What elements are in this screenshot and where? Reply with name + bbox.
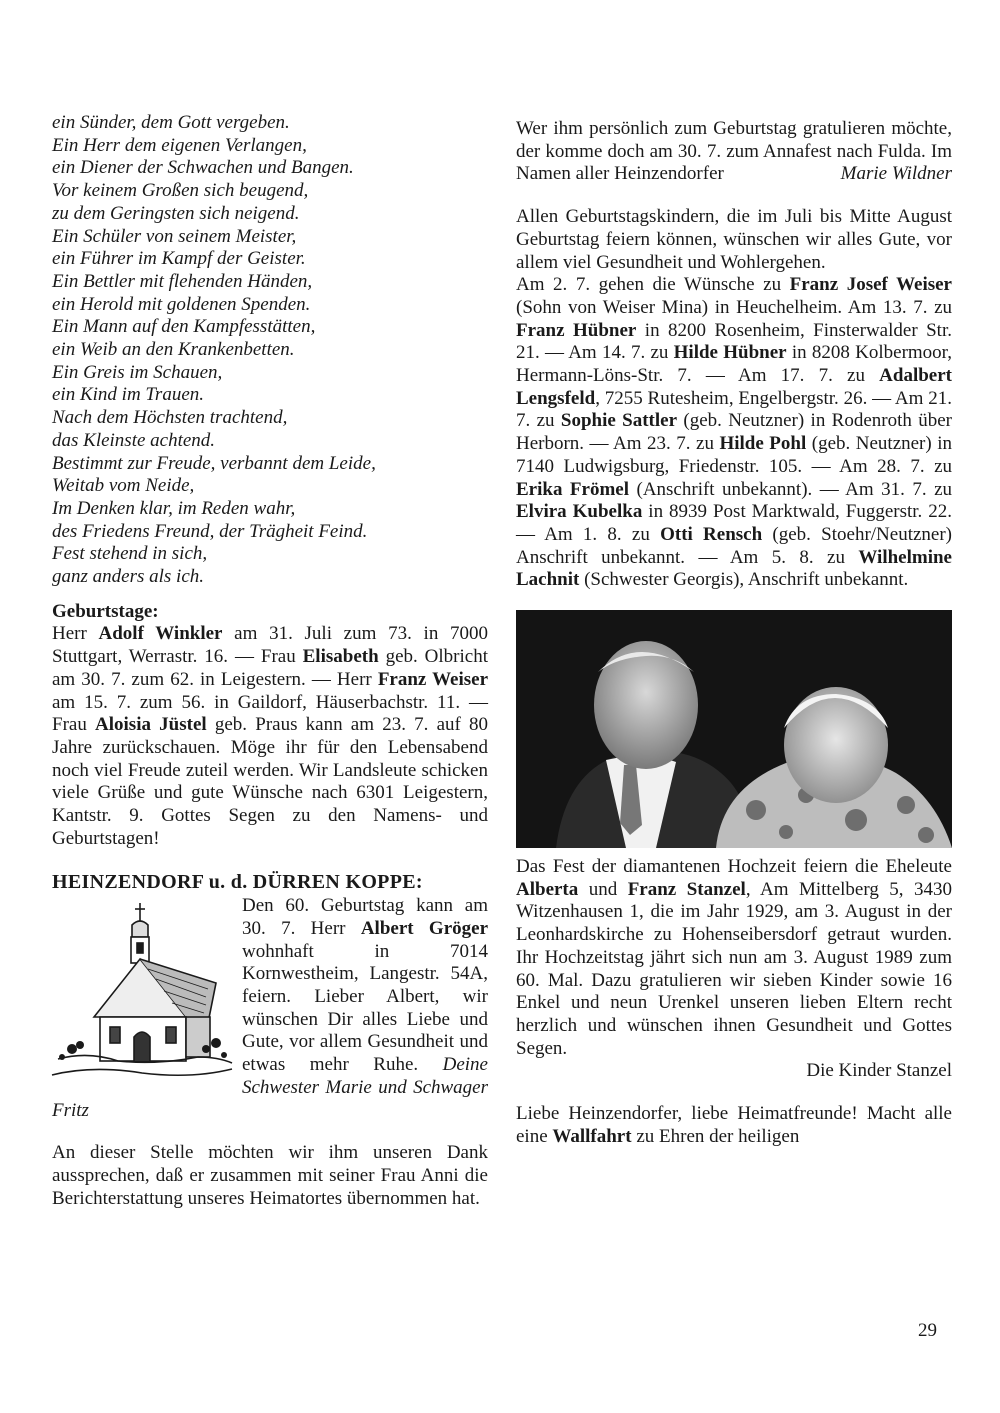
left-column: [52, 112, 488, 1210]
poem-line: Fest stehend in sich,: [52, 543, 208, 565]
name-elisabeth: Elisabeth: [302, 646, 379, 668]
wishes-text: (Sohn von Weiser Mina) in Heuchelheim. Am 13. 7. zu: [516, 296, 952, 318]
closing-text: zu Ehren der heiligen: [631, 1125, 800, 1147]
poem-line: Ein Schüler von seinem Meister,: [52, 225, 297, 247]
caption-signature: Die Kinder Stanzel: [806, 1060, 952, 1082]
heinzendorf-heading: HEINZENDORF u. d. DÜRREN KOPPE:: [52, 870, 423, 893]
page-number: 29: [918, 1320, 937, 1341]
poem-line: Vor keinem Großen sich beugend,: [52, 180, 309, 202]
poem-line: Bestimmt zur Freude, verbannt dem Leide,: [52, 452, 376, 474]
birthday-name: Hilde Hübner: [673, 342, 787, 364]
wishes-text: , 7255 Rutesheim, Engelbergstr. 26. — Am 21. 7. zu: [516, 387, 952, 432]
name-weiser: Franz Weiser: [377, 668, 488, 690]
birthday-name: Hilde Pohl: [719, 433, 807, 455]
wishes-text: in 8200 Rosenheim, Finsterwalder Str. 21. — Am 14. 7. zu: [516, 319, 952, 364]
name-alberta: Alberta: [516, 878, 579, 900]
closing-text: Liebe Heinzendorfer, liebe Heimatfreunde! Macht alle eine: [516, 1103, 952, 1147]
caption-text: Das Fest der diamantenen Hochzeit feiern die Eheleute: [516, 856, 952, 878]
chapel-illustration: [48, 899, 236, 1089]
birthday-name: Franz Hübner: [516, 319, 637, 341]
poem-line: ein Herold mit goldenen Spenden.: [52, 293, 311, 315]
caption-text: und: [578, 878, 628, 900]
poem-line: ganz anders als ich.: [52, 566, 204, 588]
caption-text: , Am Mittelberg 5, 3430 Witzenhausen 1, die im Jahr 1929, am 3. August in der Leonhardskirche zu Hohenseibersdorf getraut wurden. Ihr Hochzeitstag jährt sich nun am 3. August 1989 zum 60. Mal. Dazu gratulieren wir sieben Kinder sowie 16 Enkel und neun Urenkel unseren lieben Eltern recht herzlich und wünschen ihnen Gesundheit und Gottes Segen.: [516, 878, 953, 1059]
poem-line: Ein Herr dem eigenen Verlangen,: [52, 134, 307, 156]
birthdays-section: [52, 601, 488, 851]
name-stanzel: Franz Stanzel: [627, 878, 746, 900]
poem-line: ein Sünder, dem Gott vergeben.: [52, 112, 290, 133]
birthday-name: Otti Rensch: [660, 523, 763, 545]
poem-line: ein Kind im Trauen.: [52, 384, 205, 406]
wishes-list: [516, 274, 952, 592]
birthday-name: Adalbert Lengsfeld: [516, 365, 952, 409]
heinzendorf-paragraph: [52, 895, 488, 1122]
poem-line: Ein Greis im Schauen,: [52, 361, 223, 383]
poem-line: Im Denken klar, im Reden wahr,: [52, 497, 296, 519]
chapel-icon: [48, 899, 236, 1089]
birthday-name: Wilhelmine Lachnit: [516, 546, 952, 591]
heinzendorf-text: Den 60. Geburtstag kann am 30. 7. Herr: [242, 895, 488, 939]
name-groeger: Albert Gröger: [360, 917, 489, 939]
poem-line: Ein Mann auf den Kampfesstätten,: [52, 316, 316, 338]
birthday-name: Erika Frömel: [516, 478, 630, 500]
wishes-paragraph: Allen Geburtstagskindern, die im Juli bis Mitte August Geburtstag feiern können, wünschen wir alles Gute, vor allem viel Gesundheit und Wohlergehen.: [516, 206, 952, 273]
couple-photo-image: [516, 610, 952, 848]
birthdays-heading: Geburtstage:: [52, 600, 159, 622]
wishes-text: (geb. Neutzner) in Rodenroth über Herborn. — Am 23. 7. zu: [516, 410, 953, 455]
birthdays-text: am 31. Juli zum 73. in 7000 Stuttgart, Werrastr. 16. — Frau: [52, 623, 489, 668]
closing-paragraph: [516, 1103, 952, 1148]
couple-photo: [516, 610, 952, 848]
name-juestel: Aloisia Jüstel: [95, 714, 207, 736]
poem-line: des Friedens Freund, der Trägheit Feind.: [52, 520, 368, 542]
wishes-text: in 8939 Post Marktwald, Fuggerstr. 22. — Am 1. 8. zu: [516, 501, 953, 545]
wishes-text: (Schwester Georgis), Anschrift unbekannt.: [579, 569, 909, 591]
thanks-paragraph: An dieser Stelle möchten wir ihm unseren Dank aussprechen, daß er zusammen mit seiner Frau Anni die Berichterstattung unseres Heimatortes übernommen hat.: [52, 1142, 488, 1209]
wishes-text: in 8208 Kolbermoor, Hermann-Löns-Str. 7. — Am 17. 7. zu: [516, 342, 952, 387]
poem-line: Ein Bettler mit flehenden Händen,: [52, 270, 313, 292]
birthdays-text: Herr: [52, 623, 99, 645]
poem: [52, 112, 488, 589]
wishes-text: Am 2. 7. gehen die Wünsche zu: [516, 274, 790, 296]
right-column: [516, 118, 952, 1149]
poem-line: Nach dem Höchsten trachtend,: [52, 407, 288, 429]
poem-line: ein Weib an den Krankenbetten.: [52, 339, 295, 361]
birthday-name: Franz Josef Weiser: [789, 274, 952, 296]
heinzendorf-text: wohnhaft in 7014 Kornwestheim, Langestr. 54A, feiern. Lieber Albert, wir wünschen Dir alles Liebe und Gute, vor allem Gesundheit und etwas mehr Ruhe.: [242, 940, 488, 1076]
birthday-name: Elvira Kubelka: [516, 501, 643, 523]
closing-bold: Wallfahrt: [552, 1125, 632, 1147]
photo-caption: [516, 856, 952, 1060]
birthdays-text: geb. Praus kann am 23. 7. auf 80 Jahre zurückschauen. Möge ihr für den Lebensabend noch viel Freude zuteil werden. Wir Landsleute schicken viele Grüße und gute Wünsche nach 6301 Leigestern, Kantstr. 9. Gottes Segen zu den Namens- und Geburtstagen!: [52, 714, 489, 849]
birthdays-text: am 15. 7. zum 56. in Gaildorf, Häuserbachstr. 11. — Frau: [52, 691, 488, 736]
heinzendorf-signature: Deine Schwester Marie und Schwager Fritz: [52, 1054, 488, 1121]
poem-line: das Kleinste achtend.: [52, 429, 216, 451]
birthdays-text: geb. Olbricht am 30. 7. zum 62. in Leigestern. — Herr: [52, 646, 488, 690]
wishes-text: (Anschrift unbekannt). — Am 31. 7. zu: [629, 478, 953, 500]
name-winkler: Adolf Winkler: [98, 623, 223, 645]
intro-text: Wer ihm persönlich zum Geburtstag gratulieren möchte, der komme doch am 30. 7. zum Annafest nach Fulda. Im Namen aller Heinzendorfer: [516, 118, 952, 185]
poem-line: ein Führer im Kampf der Geister.: [52, 248, 306, 270]
wishes-text: (geb. Stoehr/Neutzner) Anschrift unbekannt. — Am 5. 8. zu: [516, 523, 953, 568]
signer-wildner: Marie Wildner: [840, 163, 952, 185]
poem-line: ein Diener der Schwachen und Bangen.: [52, 157, 354, 179]
birthday-name: Sophie Sattler: [560, 410, 678, 432]
poem-line: zu dem Geringsten sich neigend.: [52, 202, 300, 224]
wishes-text: (geb. Neutzner) in 7140 Ludwigsburg, Friedenstr. 105. — Am 28. 7. zu: [516, 433, 952, 477]
poem-line: Weitab vom Neide,: [52, 475, 195, 497]
